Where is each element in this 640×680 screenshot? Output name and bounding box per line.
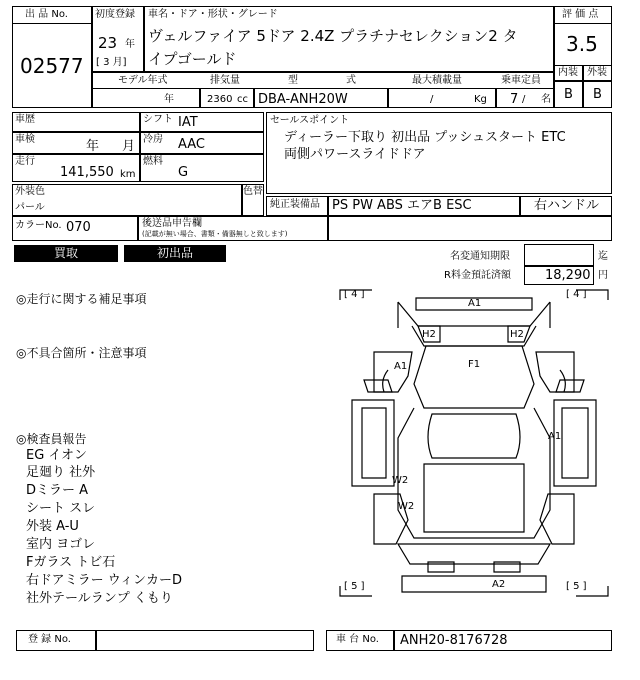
model-type-label: 型: [288, 75, 298, 86]
mark-left-wheel-upper: W2: [392, 475, 409, 486]
mark-left-fender: A1: [394, 361, 408, 372]
extra-cell: [328, 216, 612, 241]
inspector-item: Dミラー A: [26, 483, 89, 498]
inspector-item: シート スレ: [26, 501, 96, 516]
displacement-label: 排気量: [210, 75, 240, 86]
displacement-unit: cc: [237, 94, 248, 105]
capacity-label: 乗車定員: [501, 75, 541, 86]
mileage-value: 141,550: [60, 165, 114, 180]
mark-rear-bumper: A2: [492, 579, 506, 590]
inspector-item: EG イオン: [26, 448, 88, 463]
car-name-line1: ヴェルファイア 5ドア 2.4Z プラチナセレクション2 タ: [148, 27, 518, 45]
driving-notes-heading: ◎走行に関する補足事項: [16, 292, 147, 306]
first-reg-month: [ 3 月]: [96, 57, 127, 68]
mark-left-wheel-lower: W2: [398, 501, 415, 512]
car-name-label: 車名・ドア・形状・グレード: [148, 9, 278, 20]
name-change-box: [524, 244, 594, 266]
mileage-label: 走行: [15, 156, 35, 167]
aftermarket-note: (記載が無い場合、書類・備器無しと致します): [142, 230, 288, 238]
mark-front-bumper: A1: [468, 298, 482, 309]
model-year-unit: 年: [164, 94, 174, 105]
color-no-label: カラーNo.: [15, 220, 62, 231]
score-value: 3.5: [566, 32, 598, 56]
first-reg-year-unit: 年: [125, 39, 135, 50]
shift-value: IAT: [178, 115, 198, 130]
equipment-label: 純正装備品: [270, 199, 320, 210]
aftermarket-label: 後送品申告欄: [142, 218, 202, 229]
max-load-separator: /: [430, 94, 434, 105]
inspector-item: 社外テールランプ くもり: [26, 591, 173, 606]
model-type-label-2: 式: [346, 75, 356, 86]
score-label: 評 価 点: [562, 9, 599, 20]
first-listing-badge: 初出品: [124, 245, 226, 262]
inspector-item: Fガラス トビ石: [26, 555, 116, 570]
interior-grade: B: [564, 87, 573, 102]
equipment-value: PS PW ABS エアB ESC: [332, 198, 472, 213]
mileage-unit: km: [120, 169, 136, 180]
mark-right-side: A1: [548, 431, 562, 442]
car-diagram: [338, 288, 610, 598]
chassis-value: ANH20-8176728: [400, 633, 508, 648]
color-change-label: 色替: [243, 186, 263, 197]
inspector-item: 室内 ヨゴレ: [26, 537, 96, 552]
inspection-label: 車検: [15, 134, 35, 145]
sales-points-line2: 両側パワースライドドア: [284, 147, 426, 162]
steering-value: 右ハンドル: [534, 198, 600, 213]
color-value: パール: [15, 202, 45, 213]
inspection-month-unit: 月: [122, 139, 136, 154]
name-change-unit: 迄: [598, 251, 608, 262]
car-outline: [338, 288, 610, 598]
capacity-value: 7: [510, 92, 519, 107]
displacement-value: 2360: [207, 94, 233, 105]
ac-label: 冷房: [143, 134, 163, 145]
flag-bottom-right-value: 5: [573, 581, 580, 592]
exterior-grade: B: [593, 87, 602, 102]
sales-points-line1: ディーラー下取り 初出品 プッシュスタート ETC: [284, 130, 566, 145]
history-label: 車歴: [15, 114, 35, 125]
car-name-line2: イプゴールド: [148, 50, 237, 68]
fuel-label: 燃料: [143, 156, 163, 167]
flag-top-right-value: 4: [573, 289, 580, 300]
sales-points-label: セールスポイント: [270, 115, 350, 126]
model-type-value: DBA-ANH20W: [258, 92, 348, 107]
reg-no-label: 登 録 No.: [28, 634, 71, 645]
lot-label: 出 品 No.: [25, 9, 68, 20]
flag-top-left-value: 4: [351, 289, 358, 300]
interior-grade-label: 内装: [558, 67, 578, 78]
defects-heading: ◎不具合箇所・注意事項: [16, 346, 147, 360]
buy-badge: 買取: [14, 245, 118, 262]
name-change-label: 名変通知期限: [450, 251, 510, 262]
flag-bottom-left-value: 5: [351, 581, 358, 592]
flag-top-left: [ 4 ]: [344, 289, 365, 300]
ac-value: AAC: [178, 137, 205, 152]
inspector-item: 右ドアミラー ウィンカーD: [26, 573, 182, 588]
inspector-heading: ◎検査員報告: [16, 432, 87, 446]
inspector-item: 外装 A-U: [26, 519, 79, 534]
fuel-value: G: [178, 165, 189, 180]
shift-label: シフト: [143, 114, 173, 125]
flag-bottom-left: [ 5 ]: [344, 581, 365, 592]
max-load-unit: Kg: [474, 94, 487, 105]
mark-headlight-left: H2: [422, 329, 436, 340]
color-cell: [12, 184, 242, 216]
flag-bottom-right: [ 5 ]: [566, 581, 587, 592]
chassis-label: 車 台 No.: [336, 634, 379, 645]
max-load-label: 最大積載量: [412, 75, 462, 86]
capacity-unit: 名: [541, 94, 551, 105]
reg-no-value-cell: [96, 630, 314, 651]
mark-headlight-right: H2: [510, 329, 524, 340]
lot-number: 02577: [20, 54, 84, 78]
color-no-value: 070: [66, 220, 91, 235]
capacity-separator: /: [522, 94, 526, 105]
first-reg-year: 23: [98, 34, 118, 52]
recycle-label: R料金預託済額: [444, 270, 511, 281]
recycle-amount: 18,290: [545, 268, 591, 283]
inspection-year-unit: 年: [86, 139, 100, 154]
mark-windshield: F1: [468, 359, 481, 370]
exterior-grade-label: 外装: [587, 67, 607, 78]
color-label: 外装色: [15, 186, 45, 197]
inspector-item: 足廻り 社外: [26, 465, 96, 480]
first-reg-label: 初度登録: [95, 9, 135, 20]
flag-top-right: [ 4 ]: [566, 289, 587, 300]
model-year-label: モデル年式: [118, 75, 168, 86]
recycle-unit: 円: [598, 270, 608, 281]
